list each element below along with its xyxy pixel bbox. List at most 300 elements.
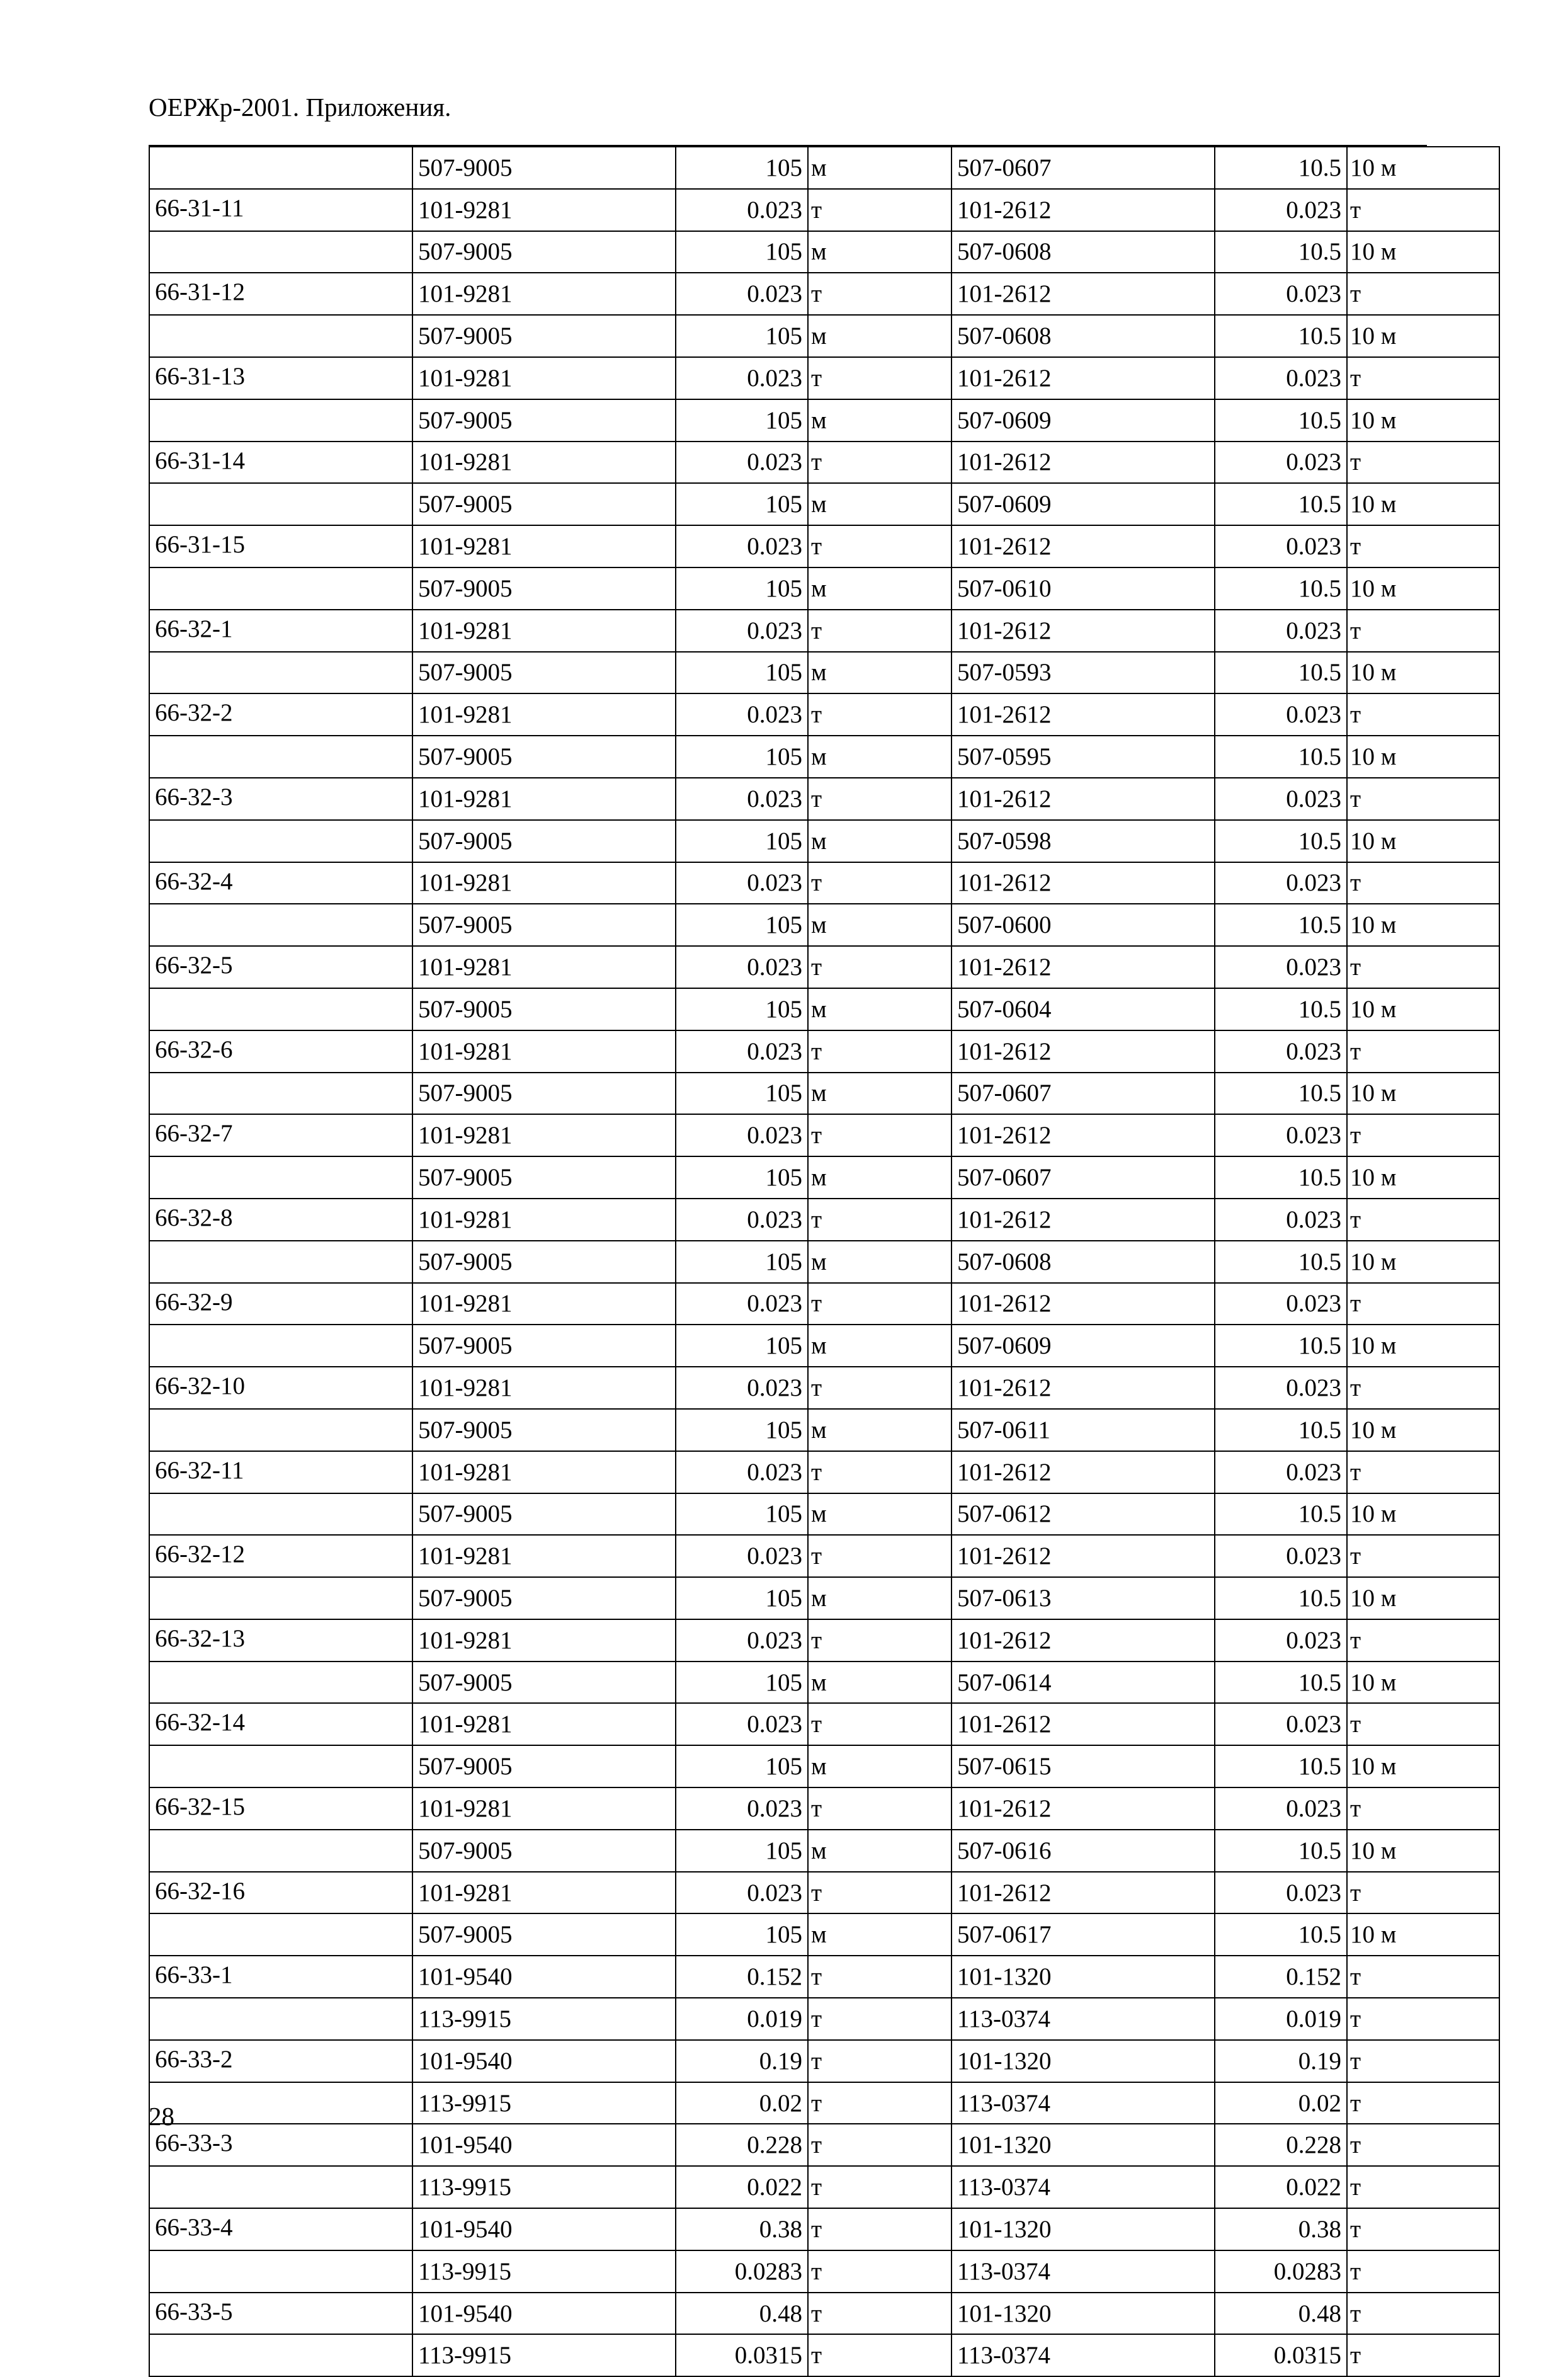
replacement-quantity-cell: 0.023 [1215,1619,1347,1662]
code-cell: 66-32-5 [149,946,412,988]
replacement-quantity-cell: 10.5 [1215,483,1347,525]
resource-code-cell: 101-9540 [412,2293,676,2335]
code-cell [149,1998,412,2040]
table-row [149,820,1499,862]
quantity-cell: 0.023 [676,946,808,988]
replacement-unit-cell: 10 м [1347,1745,1499,1787]
code-cell: 66-31-15 [149,525,412,567]
quantity-cell: 0.023 [676,1199,808,1241]
table-row [149,273,1499,315]
replacement-unit-cell: 10 м [1347,1156,1499,1199]
replacement-code-cell: 507-0611 [952,1409,1215,1451]
replacement-code-cell: 507-0608 [952,315,1215,357]
resource-code-cell: 113-9915 [412,2166,676,2208]
replacement-code-cell: 101-2612 [952,357,1215,399]
table-row [149,1830,1499,1872]
code-cell: 66-31-13 [149,357,412,399]
replacement-unit-cell: 10 м [1347,1241,1499,1283]
quantity-cell: 0.023 [676,525,808,567]
replacement-code-cell: 101-2612 [952,189,1215,231]
replacement-unit-cell: т [1347,2082,1499,2124]
unit-cell: м [808,1325,952,1367]
table-row [149,2334,1499,2376]
quantity-cell: 0.48 [676,2293,808,2335]
table-row [149,1156,1499,1199]
replacement-unit-cell: т [1347,2208,1499,2250]
replacement-unit-cell: т [1347,273,1499,315]
replacement-code-cell: 101-2612 [952,1619,1215,1662]
quantity-cell: 0.023 [676,1619,808,1662]
unit-cell: т [808,1619,952,1662]
page-header: ОЕРЖр-2001. Приложения. [149,93,452,122]
unit-cell: м [808,147,952,189]
table-row [149,1662,1499,1704]
code-cell: 66-32-15 [149,1787,412,1830]
replacement-unit-cell: 10 м [1347,1493,1499,1536]
table-row [149,1703,1499,1745]
replacement-quantity-cell: 0.023 [1215,610,1347,652]
replacement-quantity-cell: 0.023 [1215,1367,1347,1409]
resource-code-cell: 101-9281 [412,778,676,820]
quantity-cell: 105 [676,231,808,273]
table-row [149,610,1499,652]
replacement-quantity-cell: 0.48 [1215,2293,1347,2335]
table-row [149,2124,1499,2166]
resource-code-cell: 101-9540 [412,2124,676,2166]
replacement-unit-cell: т [1347,1619,1499,1662]
replacement-code-cell: 101-2612 [952,946,1215,988]
resource-code-cell: 507-9005 [412,483,676,525]
unit-cell: т [808,1787,952,1830]
replacement-code-cell: 101-2612 [952,1199,1215,1241]
table-row [149,1787,1499,1830]
replacement-code-cell: 113-0374 [952,2334,1215,2376]
resource-code-cell: 113-9915 [412,1998,676,2040]
resource-code-cell: 101-9281 [412,1199,676,1241]
replacement-quantity-cell: 0.0283 [1215,2250,1347,2293]
table-row [149,315,1499,357]
replacement-unit-cell: 10 м [1347,988,1499,1030]
resource-code-cell: 507-9005 [412,1577,676,1619]
code-cell: 66-32-1 [149,610,412,652]
unit-cell: м [808,1156,952,1199]
replacement-code-cell: 113-0374 [952,2250,1215,2293]
replacement-code-cell: 507-0608 [952,1241,1215,1283]
code-cell: 66-32-8 [149,1199,412,1241]
quantity-cell: 0.023 [676,610,808,652]
unit-cell: м [808,1830,952,1872]
replacement-unit-cell: 10 м [1347,1073,1499,1115]
replacement-unit-cell: т [1347,1199,1499,1241]
replacement-unit-cell: 10 м [1347,736,1499,778]
replacement-code-cell: 101-2612 [952,273,1215,315]
replacement-code-cell: 507-0613 [952,1577,1215,1619]
table-row [149,1745,1499,1787]
table-row [149,1998,1499,2040]
unit-cell: т [808,862,952,904]
unit-cell: т [808,1872,952,1914]
quantity-cell: 105 [676,1409,808,1451]
unit-cell: м [808,1662,952,1704]
replacement-quantity-cell: 0.023 [1215,1451,1347,1493]
replacement-code-cell: 507-0609 [952,483,1215,525]
code-cell [149,399,412,442]
quantity-cell: 0.152 [676,1956,808,1998]
resource-code-cell: 507-9005 [412,1662,676,1704]
table-row [149,652,1499,694]
replacement-quantity-cell: 0.023 [1215,1787,1347,1830]
quantity-cell: 0.023 [676,862,808,904]
quantity-cell: 0.023 [676,1787,808,1830]
replacement-quantity-cell: 0.0315 [1215,2334,1347,2376]
code-cell [149,1156,412,1199]
replacement-quantity-cell: 0.19 [1215,2040,1347,2082]
replacement-quantity-cell: 0.023 [1215,442,1347,484]
unit-cell: м [808,820,952,862]
replacement-unit-cell: т [1347,189,1499,231]
unit-cell: т [808,1030,952,1073]
replacement-unit-cell: 10 м [1347,1662,1499,1704]
code-cell [149,1913,412,1956]
table-row [149,693,1499,736]
table-row [149,567,1499,610]
replacement-code-cell: 507-0607 [952,1156,1215,1199]
resource-code-cell: 507-9005 [412,988,676,1030]
replacement-unit-cell: т [1347,693,1499,736]
replacement-unit-cell: т [1347,1114,1499,1156]
replacement-code-cell: 113-0374 [952,1998,1215,2040]
quantity-cell: 0.023 [676,1451,808,1493]
quantity-cell: 0.02 [676,2082,808,2124]
replacement-unit-cell: 10 м [1347,652,1499,694]
quantity-cell: 105 [676,1662,808,1704]
replacement-unit-cell: т [1347,1030,1499,1073]
quantity-cell: 0.023 [676,693,808,736]
quantity-cell: 0.023 [676,1872,808,1914]
replacement-quantity-cell: 10.5 [1215,1493,1347,1536]
resource-code-cell: 507-9005 [412,652,676,694]
replacement-quantity-cell: 0.02 [1215,2082,1347,2124]
unit-cell: т [808,1367,952,1409]
unit-cell: т [808,525,952,567]
code-cell: 66-32-7 [149,1114,412,1156]
code-cell [149,483,412,525]
replacement-unit-cell: 10 м [1347,1577,1499,1619]
resource-code-cell: 507-9005 [412,399,676,442]
replacement-code-cell: 507-0598 [952,820,1215,862]
replacement-unit-cell: т [1347,1872,1499,1914]
table-row [149,1367,1499,1409]
quantity-cell: 105 [676,1493,808,1536]
replacement-quantity-cell: 0.023 [1215,525,1347,567]
replacement-quantity-cell: 10.5 [1215,1577,1347,1619]
replacement-quantity-cell: 10.5 [1215,567,1347,610]
table-row [149,399,1499,442]
table-row [149,1913,1499,1956]
code-cell [149,315,412,357]
replacement-code-cell: 113-0374 [952,2166,1215,2208]
quantity-cell: 105 [676,820,808,862]
replacement-unit-cell: т [1347,357,1499,399]
resource-code-cell: 507-9005 [412,736,676,778]
code-cell: 66-32-2 [149,693,412,736]
unit-cell: т [808,1703,952,1745]
replacement-code-cell: 507-0617 [952,1913,1215,1956]
unit-cell: м [808,399,952,442]
unit-cell: т [808,1451,952,1493]
replacement-quantity-cell: 10.5 [1215,904,1347,946]
resource-code-cell: 507-9005 [412,1745,676,1787]
code-cell [149,1241,412,1283]
quantity-cell: 105 [676,1241,808,1283]
resource-code-cell: 101-9281 [412,525,676,567]
table-row [149,1535,1499,1577]
code-cell [149,988,412,1030]
replacement-code-cell: 101-2612 [952,1703,1215,1745]
table-row [149,1409,1499,1451]
code-cell [149,904,412,946]
code-cell [149,736,412,778]
table-row [149,2250,1499,2293]
code-cell [149,2082,412,2124]
resource-code-cell: 101-9281 [412,1367,676,1409]
replacement-unit-cell: т [1347,2166,1499,2208]
replacement-unit-cell: т [1347,862,1499,904]
unit-cell: м [808,988,952,1030]
code-cell: 66-33-4 [149,2208,412,2250]
resource-code-cell: 101-9281 [412,610,676,652]
replacement-quantity-cell: 10.5 [1215,315,1347,357]
replacement-unit-cell: 10 м [1347,483,1499,525]
resource-code-cell: 507-9005 [412,820,676,862]
unit-cell: т [808,778,952,820]
code-cell [149,1493,412,1536]
code-cell [149,1409,412,1451]
table-row [149,1199,1499,1241]
replacement-code-cell: 507-0616 [952,1830,1215,1872]
replacement-code-cell: 101-2612 [952,442,1215,484]
replacement-unit-cell: т [1347,1956,1499,1998]
quantity-cell: 105 [676,904,808,946]
quantity-cell: 105 [676,1913,808,1956]
resource-code-cell: 113-9915 [412,2334,676,2376]
resource-code-cell: 507-9005 [412,567,676,610]
replacement-code-cell: 507-0607 [952,147,1215,189]
page-number: 28 [149,2102,174,2131]
replacement-quantity-cell: 10.5 [1215,652,1347,694]
quantity-cell: 0.022 [676,2166,808,2208]
resource-code-cell: 101-9281 [412,1030,676,1073]
unit-cell: т [808,610,952,652]
resource-code-cell: 101-9281 [412,1703,676,1745]
replacement-code-cell: 101-2612 [952,1030,1215,1073]
replacement-code-cell: 101-1320 [952,2293,1215,2335]
replacement-code-cell: 101-1320 [952,1956,1215,1998]
code-cell: 66-32-16 [149,1872,412,1914]
quantity-cell: 0.023 [676,442,808,484]
unit-cell: т [808,1283,952,1325]
unit-cell: т [808,1199,952,1241]
table-row [149,483,1499,525]
table-row [149,1325,1499,1367]
replacement-unit-cell: 10 м [1347,904,1499,946]
table-row [149,1283,1499,1325]
table-row [149,1073,1499,1115]
unit-cell: м [808,1577,952,1619]
quantity-cell: 0.023 [676,273,808,315]
code-cell: 66-32-11 [149,1451,412,1493]
code-cell: 66-31-14 [149,442,412,484]
resource-code-cell: 101-9281 [412,1283,676,1325]
replacement-code-cell: 101-2612 [952,1283,1215,1325]
unit-cell: т [808,2082,952,2124]
code-cell: 66-33-2 [149,2040,412,2082]
resource-code-cell: 101-9540 [412,1956,676,1998]
replacement-unit-cell: т [1347,1998,1499,2040]
resource-code-cell: 113-9915 [412,2250,676,2293]
resource-code-cell: 507-9005 [412,904,676,946]
code-cell [149,1325,412,1367]
code-cell [149,820,412,862]
replacement-code-cell: 101-2612 [952,1872,1215,1914]
replacement-quantity-cell: 0.023 [1215,778,1347,820]
code-cell [149,1745,412,1787]
table-row [149,2166,1499,2208]
replacement-unit-cell: 10 м [1347,399,1499,442]
replacement-unit-cell: т [1347,2124,1499,2166]
unit-cell: м [808,231,952,273]
code-cell [149,1073,412,1115]
quantity-cell: 0.228 [676,2124,808,2166]
replacement-unit-cell: 10 м [1347,820,1499,862]
replacement-quantity-cell: 0.023 [1215,862,1347,904]
quantity-cell: 105 [676,399,808,442]
resource-code-cell: 507-9005 [412,147,676,189]
resource-code-cell: 101-9281 [412,442,676,484]
replacement-code-cell: 507-0593 [952,652,1215,694]
table-row [149,778,1499,820]
quantity-cell: 105 [676,1577,808,1619]
unit-cell: т [808,2250,952,2293]
resource-code-cell: 101-9281 [412,1787,676,1830]
resource-code-cell: 101-9281 [412,273,676,315]
code-cell: 66-33-5 [149,2293,412,2335]
table-row [149,736,1499,778]
replacement-unit-cell: 10 м [1347,1913,1499,1956]
replacement-quantity-cell: 10.5 [1215,988,1347,1030]
replacement-quantity-cell: 0.023 [1215,1114,1347,1156]
unit-cell: м [808,1745,952,1787]
unit-cell: м [808,1913,952,1956]
replacement-code-cell: 507-0595 [952,736,1215,778]
code-cell [149,1662,412,1704]
replacement-unit-cell: т [1347,1367,1499,1409]
replacement-unit-cell: 10 м [1347,1409,1499,1451]
resource-table [149,146,1500,2377]
unit-cell: т [808,2293,952,2335]
unit-cell: м [808,652,952,694]
replacement-quantity-cell: 0.023 [1215,1283,1347,1325]
code-cell: 66-32-12 [149,1535,412,1577]
code-cell: 66-32-10 [149,1367,412,1409]
replacement-unit-cell: 10 м [1347,567,1499,610]
table-row [149,357,1499,399]
replacement-code-cell: 101-2612 [952,693,1215,736]
unit-cell: м [808,567,952,610]
code-cell: 66-32-14 [149,1703,412,1745]
unit-cell: м [808,1073,952,1115]
replacement-quantity-cell: 10.5 [1215,1073,1347,1115]
replacement-unit-cell: т [1347,525,1499,567]
replacement-code-cell: 507-0604 [952,988,1215,1030]
replacement-code-cell: 101-2612 [952,778,1215,820]
code-cell: 66-32-13 [149,1619,412,1662]
replacement-quantity-cell: 0.023 [1215,1535,1347,1577]
quantity-cell: 105 [676,1073,808,1115]
table-row [149,2293,1499,2335]
table-row [149,1493,1499,1536]
quantity-cell: 0.023 [676,1703,808,1745]
quantity-cell: 105 [676,1156,808,1199]
replacement-unit-cell: т [1347,2293,1499,2335]
replacement-unit-cell: т [1347,2250,1499,2293]
quantity-cell: 0.023 [676,357,808,399]
quantity-cell: 0.38 [676,2208,808,2250]
resource-code-cell: 507-9005 [412,315,676,357]
resource-code-cell: 101-9281 [412,693,676,736]
replacement-code-cell: 101-2612 [952,1787,1215,1830]
replacement-code-cell: 507-0615 [952,1745,1215,1787]
code-cell: 66-32-4 [149,862,412,904]
quantity-cell: 105 [676,1830,808,1872]
replacement-quantity-cell: 10.5 [1215,1241,1347,1283]
unit-cell: м [808,483,952,525]
unit-cell: т [808,1114,952,1156]
replacement-quantity-cell: 10.5 [1215,736,1347,778]
table-row [149,988,1499,1030]
replacement-unit-cell: т [1347,1535,1499,1577]
unit-cell: т [808,2166,952,2208]
table-row [149,147,1499,189]
quantity-cell: 105 [676,567,808,610]
code-cell [149,652,412,694]
unit-cell: м [808,315,952,357]
unit-cell: м [808,1493,952,1536]
code-cell [149,2166,412,2208]
resource-code-cell: 101-9281 [412,946,676,988]
replacement-quantity-cell: 10.5 [1215,820,1347,862]
replacement-unit-cell: т [1347,946,1499,988]
resource-code-cell: 101-9540 [412,2208,676,2250]
resource-code-cell: 101-9281 [412,1451,676,1493]
resource-code-cell: 507-9005 [412,231,676,273]
replacement-code-cell: 507-0609 [952,399,1215,442]
code-cell [149,567,412,610]
replacement-quantity-cell: 0.023 [1215,1199,1347,1241]
replacement-code-cell: 101-2612 [952,1451,1215,1493]
unit-cell: т [808,2334,952,2376]
table-row [149,862,1499,904]
replacement-unit-cell: т [1347,610,1499,652]
code-cell [149,2250,412,2293]
unit-cell: т [808,357,952,399]
table-row [149,946,1499,988]
replacement-quantity-cell: 0.023 [1215,1703,1347,1745]
replacement-unit-cell: т [1347,778,1499,820]
replacement-code-cell: 101-2612 [952,1535,1215,1577]
code-cell: 66-32-9 [149,1283,412,1325]
replacement-quantity-cell: 0.023 [1215,946,1347,988]
